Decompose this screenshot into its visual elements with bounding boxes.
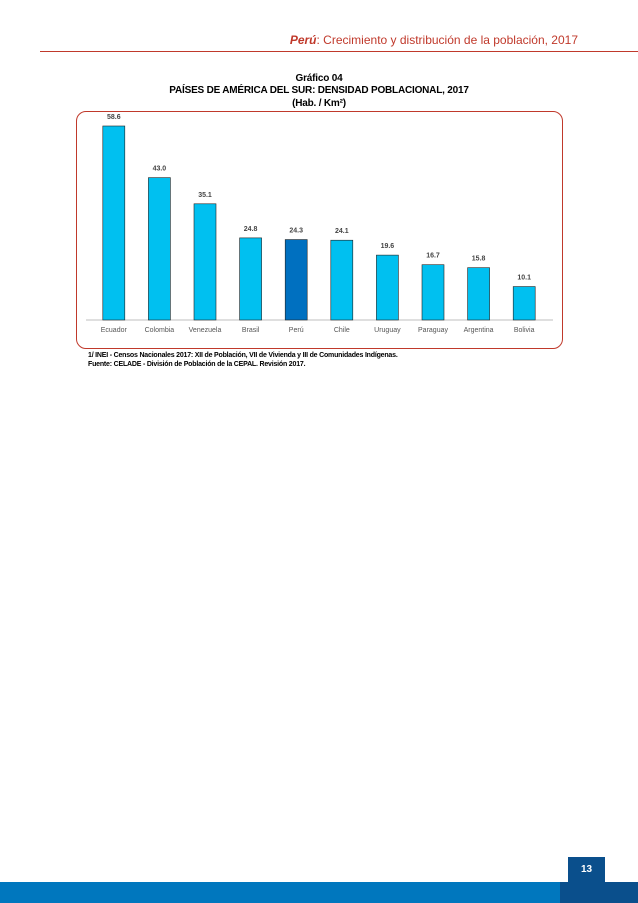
bar-3 xyxy=(240,238,262,320)
bar-4 xyxy=(285,240,307,320)
bar-chart xyxy=(0,0,638,360)
page-number: 13 xyxy=(568,857,605,882)
category-label-3: Brasil xyxy=(241,327,260,334)
value-label-1: 43.0 xyxy=(152,165,167,173)
category-label-2: Venezuela xyxy=(188,327,222,334)
value-label-2: 35.1 xyxy=(198,191,212,199)
footer-bar xyxy=(0,882,638,903)
bar-2 xyxy=(194,204,216,320)
category-label-9: Bolivia xyxy=(513,327,535,334)
bar-9 xyxy=(513,287,535,320)
bar-1 xyxy=(148,178,170,320)
value-label-7: 16.7 xyxy=(426,252,440,260)
footer-bar-accent xyxy=(560,882,638,903)
bar-0 xyxy=(103,126,125,320)
chart-number: Gráfico 04 xyxy=(295,73,343,84)
category-label-8: Argentina xyxy=(463,327,494,334)
note-source: Fuente: CELADE - División de Población de la CEPAL. Revisión 2017. xyxy=(88,361,306,368)
category-label-0: Ecuador xyxy=(100,327,127,334)
bar-5 xyxy=(331,240,353,320)
bar-7 xyxy=(422,265,444,320)
value-label-4: 24.3 xyxy=(289,227,304,235)
category-label-1: Colombia xyxy=(144,327,175,334)
chart-units: (Hab. / Km²) xyxy=(292,98,346,109)
value-label-5: 24.1 xyxy=(334,228,349,236)
category-label-7: Paraguay xyxy=(418,327,448,334)
value-label-9: 10.1 xyxy=(517,274,532,282)
bar-6 xyxy=(376,255,398,320)
header-country: Perú xyxy=(289,33,317,47)
value-label-3: 24.8 xyxy=(243,225,258,233)
value-label-6: 19.6 xyxy=(380,243,395,251)
header-title-rest: : Crecimiento y distribución de la población, 2017 xyxy=(316,33,578,47)
note-census: 1/ INEI - Censos Nacionales 2017: XII de Población, VII de Vivienda y III de Comunidades Indígenas. xyxy=(88,352,398,359)
category-label-5: Chile xyxy=(333,327,350,334)
category-label-6: Uruguay xyxy=(374,327,401,334)
chart-title: PAÍSES DE AMÉRICA DEL SUR: DENSIDAD POBLACIONAL, 2017 xyxy=(169,85,469,96)
category-label-4: Perú xyxy=(288,327,304,334)
value-label-8: 15.8 xyxy=(471,255,486,263)
bar-8 xyxy=(468,268,490,320)
value-label-0: 58.6 xyxy=(106,114,121,121)
